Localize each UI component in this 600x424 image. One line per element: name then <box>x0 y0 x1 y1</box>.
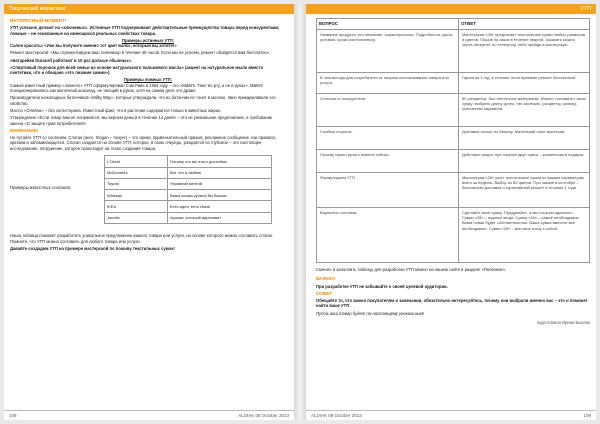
right-magazine-name: ALDIAK 08 October 2013 <box>311 413 362 418</box>
attention-text: Не путайте УТП со слоганом. Слоган (англ. Slogan – лозунг) – это яркая, привлекательный призыв, рекламное сообщение, как правило, кратким и запоминающееся. Слоган создается на основе УТП, которое, в свою очередь, рождается из глубокое – это настоящее исследование, погружение, которое происходит на этапе создания товара. <box>10 135 277 151</box>
table-row <box>105 201 272 212</box>
right-column <box>316 18 590 327</box>
slogan-examples <box>10 155 286 229</box>
answer-cell: Гарантия 1 год, в течение этого времени ремонт бесплатный. <box>458 73 589 94</box>
answer-cell: Сделайте свою сумку. Придумайте, а мы сошьем идеально. Сумки «28» – нужные вещи. Сумки «28» – самое необходимое. Ваша новая будет собственностью. Ваша сумка вместит все необходимое. Сумки «28» – все свое ношу с собой. <box>458 208 589 263</box>
gutter <box>294 4 306 420</box>
brand-cell: Toyota <box>105 178 168 189</box>
answer-cell: Мастерская «28» шьет текстильные сумки по вашим параметрам всего за неделю. Выбор из 60 цветов. При заказе в сентябре – бесплатная доставка и гарантийный ремонт в течение 1 года. <box>458 173 589 208</box>
question-cell: Почему нужно купить именно сейчас. <box>317 150 459 173</box>
true-usp-2: Ремонт мастерской: «Мы отремонтируем ваш телевизор в течение 48 часов. Если мы не успеем, ремонт обойдётся вам бесплатно». <box>10 50 271 56</box>
left-header: Творческий маркетинг <box>4 4 294 14</box>
false-usp-2: Производители шоколадных батончиков «Milky Way», которые утверждали, что их батончик не тонет в молоке, явно прикармливали его свойство. <box>10 95 276 106</box>
advice-text: Обещайте то, что важно покупателям и замечании, обязательно интересуйтесь, почему они выбрали именно вас – это и поможет найти ваше УТП. <box>316 298 588 309</box>
table-row <box>317 173 590 208</box>
false-usp-1: Самый известный пример «ложного» УТП сформулирован Сэм Рива в 1954 году – это «M&M's. Тают во рту, а не в руках». M&M's позиционировались как молочный шоколад, не тающий в руках, хотя на самом деле это драже. <box>10 82 263 94</box>
table-row <box>105 167 272 178</box>
author-signature: подготовила Ирина Быкова <box>536 320 590 326</box>
advice-italic: Пусть ваш товар будет по-настоящему уникальным! <box>316 310 424 316</box>
left-column <box>10 18 286 253</box>
brand-cell: Whiskas <box>105 190 168 201</box>
question-cell: Формулируем УТП. <box>317 173 459 208</box>
interesting-text: УТП успешно делают на «ключевых». Истинные УТП подчеркивают действительные преимущества товара перед конкурентами, ложные – не основанные на имеющихся реальных свойствах товара. <box>10 25 280 36</box>
false-usp-3: Масло «Олейна» – без холестерина. Известный факт, что в растении содержится только в животных жирах. <box>10 108 222 114</box>
table-row <box>317 30 590 73</box>
slogan-cell: Потому что вы этого достойны <box>168 156 272 167</box>
attention-title: ВНИМАНИЕ! <box>10 127 39 133</box>
table-row <box>317 127 590 150</box>
column-header-question: ВОПРОС <box>317 19 459 30</box>
true-usp-4: «Спиртовый порошок для всей семьи на основе натурального пальмового масла» (акцент на натуральное мыло вместо синтетики, что и обещано «это лишние химии»). <box>10 64 264 76</box>
true-usp-3: «Батарейки Duracell работают в 10 раз дольше обычных». <box>10 57 133 63</box>
question-cell: В чем выгода для потребителя от покупки использования товара или услуги. <box>317 73 459 94</box>
right-page-number: 109 <box>583 413 591 418</box>
table-row <box>317 94 590 127</box>
false-usp-4: Утверждение «Если товар вам не понравится, мы вернем деньги в течение 14 дней» – это не уникальное предложение, а требование закона «О защите прав потребителей». <box>10 115 273 126</box>
interesting-title: ИНТЕРЕСНЫЙ МОМЕНТ! <box>10 18 67 23</box>
question-cell: Слабые стороны. <box>317 127 459 150</box>
right-header: УТП <box>306 4 596 14</box>
column-header-answer: ОТВЕТ <box>458 19 589 30</box>
answer-cell: Мастерская «28» предлагает текстильные сумки любых размеров и цветов. Пошив на заказ в течение недели. Заказать можно через интернет, по телефону, либо прийдя в мастерскую. <box>458 30 589 73</box>
left-magazine-name: ALDIAK 08 October 2013 <box>238 413 289 418</box>
true-usp-title: Примеры истинных УТП: <box>121 37 175 43</box>
table-row <box>105 156 272 167</box>
question-cell: Варианты слоганов. <box>317 208 459 263</box>
important-title: ВАЖНО! <box>316 276 335 282</box>
slogan-examples-label: Примеры известных слоганов: <box>10 185 72 191</box>
table-row <box>317 208 590 263</box>
slogan-cell: Есть идея, есть Икея! <box>168 201 272 212</box>
important-text: При разработке УТП не забывайте о своей целевой аудитории. <box>316 283 448 289</box>
slogan-cell: Управляй мечтой <box>168 178 272 189</box>
left-footer <box>4 410 294 420</box>
slogan-cell: Вот что я люблю <box>168 167 272 178</box>
usp-table <box>316 18 590 263</box>
advice-title: СОВЕТ <box>316 290 332 296</box>
false-usp-title: Примеры ложных УТП: <box>123 77 173 83</box>
left-page-number: 108 <box>9 413 17 418</box>
table-row <box>317 73 590 94</box>
table-row <box>105 212 272 223</box>
true-usp-1: Салон красоты: «Уже вы получите именно тот цвет волос, который вы хотите!» <box>10 43 177 49</box>
slogan-cell: Аромат, который вдохновит <box>168 212 272 223</box>
answer-cell: 60 расцветок. Эко-ленточных материалы. Можно «оставить» свою сумку: выбрать длину ручек, тип застежек, расцветку, размер, количество карманов. <box>458 94 589 127</box>
question-cell: Название продукта, его описание, характеристика. Подробности (цены, условия, сроки изготовления). <box>317 30 459 73</box>
usp-table-head <box>317 19 590 30</box>
table-row <box>317 150 590 173</box>
closing-text: Наша таблица поможет разработать уникальное предложение вашего товара или услуги, на основе которого можно составить слоган. Помните, что УТП можно составить для любого товара или услуги. <box>10 233 274 244</box>
closing-bold: Давайте создадим УТП на примере мастерской по пошиву текстильных сумок! <box>10 245 175 251</box>
table-row <box>105 190 272 201</box>
table-row <box>105 178 272 189</box>
brand-cell: McDonald's <box>105 167 168 178</box>
right-footer <box>306 410 596 420</box>
slogan-cell: Ваша кошка купила бы Вискас <box>168 190 272 201</box>
answer-cell: Доставка только по Минску. Маленький опыт мастеров. <box>458 127 589 150</box>
download-note: Скачать и заполнить таблицу для разработки УТП можно на нашем сайте в разделе «Полезное». <box>316 267 507 272</box>
answer-cell: Действует акция: при покупке двух сумок – косметичка в подарок. <box>458 150 589 173</box>
slogan-table <box>104 155 272 224</box>
left-page <box>4 4 294 420</box>
right-page <box>306 4 596 420</box>
brand-cell: IKEA <box>105 201 168 212</box>
brand-cell: Jacobs <box>105 212 168 223</box>
brand-cell: L'Oreal <box>105 156 168 167</box>
question-cell: Отличия от конкурентов. <box>317 94 459 127</box>
